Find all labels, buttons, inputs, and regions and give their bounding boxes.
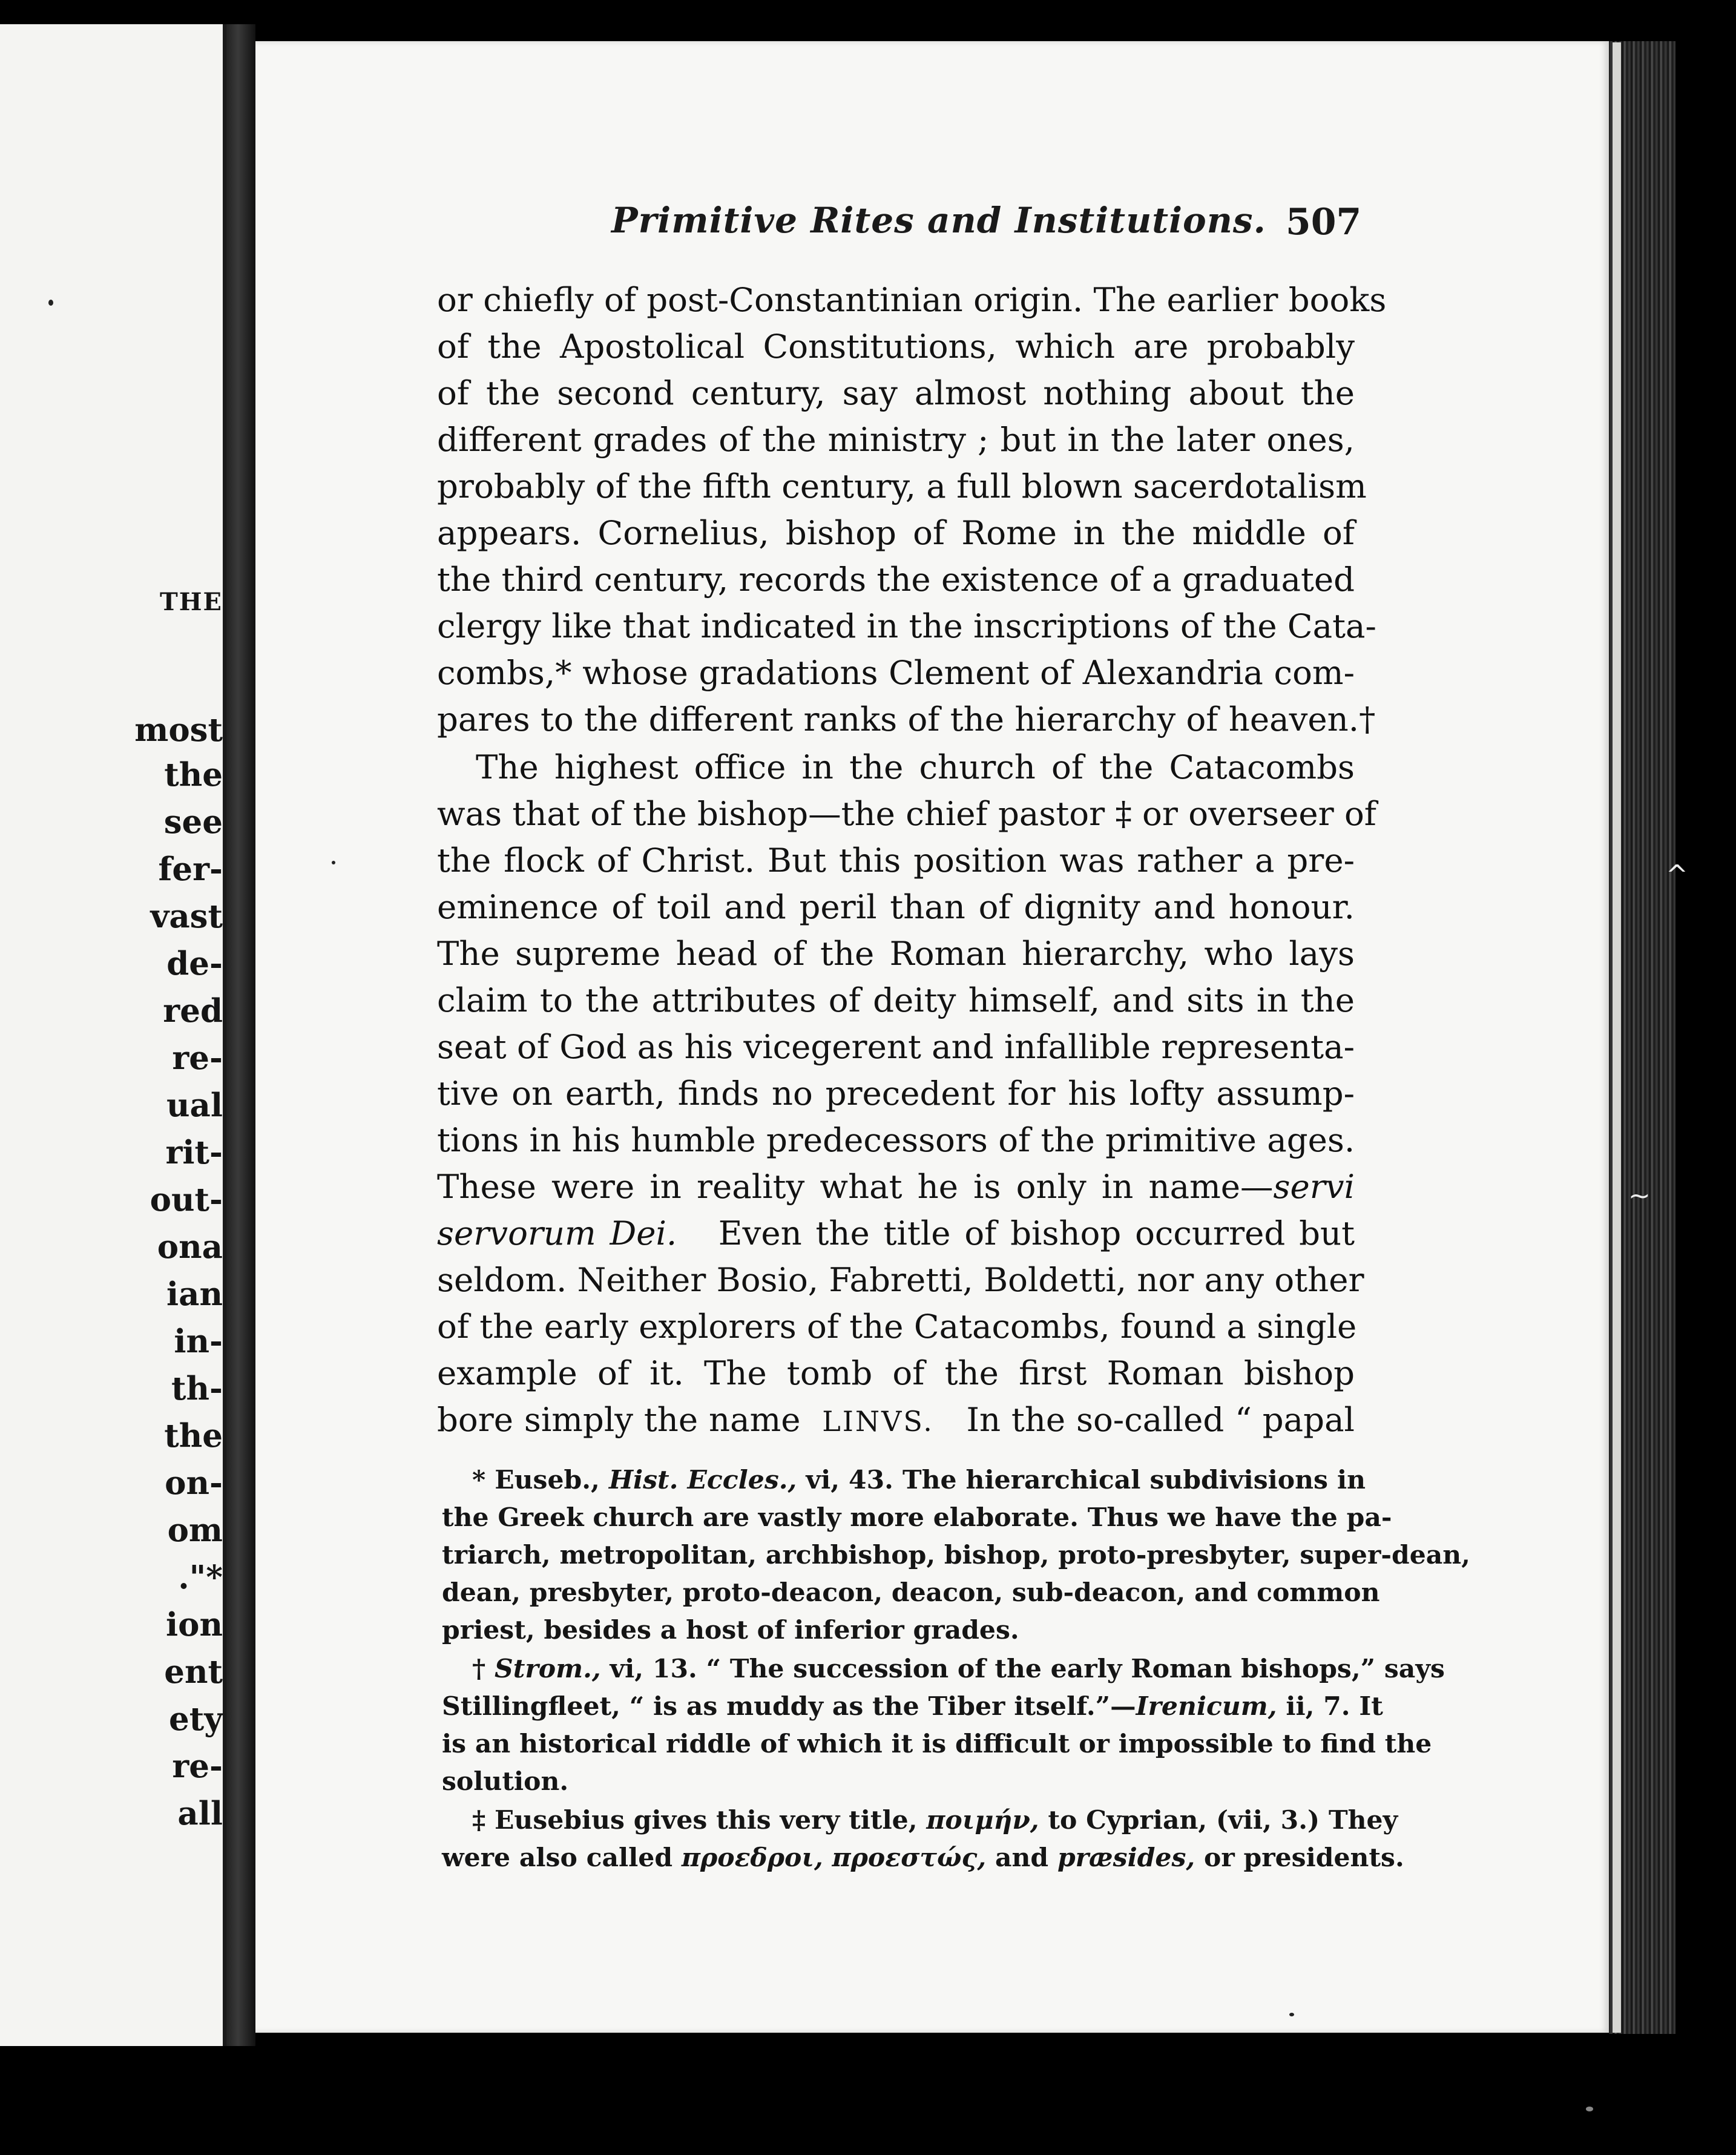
left-facing-page: [0, 24, 226, 2046]
footnote-text: vi, 43. The hierarchical subdivisions in: [806, 1465, 1366, 1495]
body-line: seldom. Neither Bosio, Fabretti, Boldetti, nor any other: [437, 1260, 1364, 1299]
left-fragment: red: [163, 992, 223, 1030]
left-fragment: ona: [157, 1228, 223, 1266]
footnote-text: ‡ Eusebius gives this very title,: [472, 1805, 918, 1835]
left-fragment: re-: [172, 1748, 223, 1785]
left-fragment: ent: [164, 1653, 223, 1691]
left-fragment: th-: [171, 1370, 223, 1407]
left-fragment: see: [163, 803, 223, 841]
body-line: seat of God as his vicegerent and infallible representa-: [437, 1027, 1355, 1066]
footnote-line: [472, 1805, 1398, 1835]
body-line: of the second century, say almost nothing about the: [437, 373, 1355, 412]
footnote-italic: Irenicum,: [1136, 1691, 1277, 1722]
body-line: [437, 1400, 1355, 1439]
body-line: different grades of the ministry ; but in the later ones,: [437, 420, 1355, 459]
greek-word: προεδροι, προεστώς,: [681, 1843, 987, 1873]
left-fragment: ian: [166, 1275, 223, 1313]
left-fragment: the: [164, 756, 223, 794]
left-fragment: in-: [174, 1323, 223, 1360]
footnote-line: solution.: [442, 1766, 569, 1797]
body-line: of the Apostolical Constitutions, which are probably: [437, 327, 1355, 366]
inscription-name: LINVS.: [822, 1405, 934, 1438]
footnote-line: the Greek church are vastly more elaborate. Thus we have the pa-: [442, 1502, 1392, 1533]
body-text: Even the title of bishop occurred but: [718, 1214, 1355, 1252]
footnote-text: ii, 7. It: [1286, 1691, 1383, 1722]
body-line: or chiefly of post-Constantinian origin. The earlier books: [437, 280, 1387, 319]
footnote-text: or presidents.: [1204, 1843, 1404, 1873]
footnote-text: and: [995, 1843, 1049, 1873]
footnote-line: priest, besides a host of inferior grades.: [442, 1615, 1019, 1645]
ink-speck: [48, 300, 53, 306]
body-line: was that of the bishop—the chief pastor ‡ or overseer of: [437, 794, 1376, 833]
ink-speck: [1586, 2107, 1593, 2111]
left-fragment: ion: [165, 1606, 223, 1643]
footnote-line: triarch, metropolitan, archbishop, bishop, proto-presbyter, super-dean,: [442, 1540, 1470, 1570]
body-line: claim to the attributes of deity himself, and sits in the: [437, 981, 1355, 1019]
left-fragment: de-: [166, 945, 223, 982]
body-line: of the early explorers of the Catacombs, found a single: [437, 1307, 1357, 1346]
body-line: [437, 1167, 1355, 1206]
body-line: eminence of toil and peril than of dignity and honour.: [437, 887, 1355, 926]
page-edge-highlight: [1613, 42, 1621, 2033]
body-line: clergy like that indicated in the inscriptions of the Cata-: [437, 607, 1376, 645]
left-fragment: the: [164, 1417, 223, 1455]
left-fragment: ety: [169, 1700, 223, 1738]
page-number: 507: [1286, 201, 1362, 243]
running-title: Primitive Rites and Institutions.: [611, 200, 1266, 241]
edge-mark: ^: [1666, 860, 1688, 890]
body-line: pares to the different ranks of the hierarchy of heaven.†: [437, 700, 1376, 739]
footnote-text: vi, 13. “ The succession of the early Roman bishops,” says: [610, 1654, 1445, 1684]
body-text: bore simply the name: [437, 1400, 801, 1439]
left-fragment: om: [167, 1512, 223, 1549]
left-fragment: on-: [165, 1464, 223, 1502]
body-line: The supreme head of the Roman hierarchy, who lays: [437, 934, 1355, 973]
footnote-line: [472, 1467, 1366, 1493]
body-text: In the so-called “ papal: [966, 1400, 1355, 1439]
footnote-line: [472, 1654, 1445, 1684]
left-fragment: THE: [159, 588, 223, 616]
italic-phrase: servorum Dei.: [437, 1214, 677, 1252]
left-fragment: ual: [166, 1087, 223, 1124]
body-line: the flock of Christ. But this position was rather a pre-: [437, 841, 1355, 880]
ink-speck: [1289, 2013, 1294, 2016]
left-fragment: ."*: [178, 1559, 223, 1596]
body-line: combs,* whose gradations Clement of Alexandria com-: [437, 653, 1355, 692]
footnote-marker: †: [472, 1654, 486, 1684]
body-line: probably of the fifth century, a full blown sacerdotalism: [437, 467, 1367, 505]
greek-word: ποιμήν,: [926, 1805, 1039, 1835]
footnote-text: Stillingfleet, “ is as muddy as the Tiber itself.”—: [442, 1691, 1136, 1722]
left-fragment: vast: [150, 898, 223, 935]
book-gutter: [226, 24, 255, 2046]
footnote-italic: Strom.,: [495, 1654, 601, 1684]
body-line: tive on earth, finds no precedent for his lofty assump-: [437, 1074, 1355, 1113]
left-fragment: fer-: [158, 850, 223, 888]
footnote-line: [442, 1691, 1383, 1722]
left-fragment: re-: [172, 1039, 223, 1077]
footnote-text: to Cyprian, (vii, 3.) They: [1048, 1805, 1398, 1835]
left-fragment: out-: [150, 1181, 223, 1219]
body-line: appears. Cornelius, bishop of Rome in the middle of: [437, 513, 1355, 552]
footnote-text: were also called: [442, 1843, 673, 1873]
body-text: These were in reality what he is only in name—: [437, 1167, 1274, 1206]
body-line: tions in his humble predecessors of the primitive ages.: [437, 1120, 1355, 1159]
body-line: the third century, records the existence of a graduated: [437, 560, 1355, 599]
body-line: example of it. The tomb of the first Roman bishop: [437, 1354, 1355, 1392]
ink-speck: [332, 861, 335, 864]
italic-phrase: servi: [1273, 1167, 1355, 1206]
footnote-line: is an historical riddle of which it is difficult or impossible to find the: [442, 1729, 1432, 1759]
left-fragment: most: [134, 711, 223, 749]
left-fragment: all: [177, 1795, 223, 1832]
footnote-italic: Hist. Eccles.,: [608, 1465, 797, 1495]
left-fragment: rit-: [165, 1134, 223, 1171]
footnote-italic: præsides,: [1057, 1843, 1195, 1873]
footnote-marker: * Euseb.,: [472, 1465, 600, 1495]
body-line: The highest office in the church of the Catacombs: [476, 748, 1355, 786]
footnote-line: [442, 1843, 1404, 1873]
body-line: [437, 1214, 1355, 1252]
edge-mark: ~: [1628, 1180, 1651, 1211]
footnote-line: dean, presbyter, proto-deacon, deacon, sub-deacon, and common: [442, 1578, 1380, 1608]
